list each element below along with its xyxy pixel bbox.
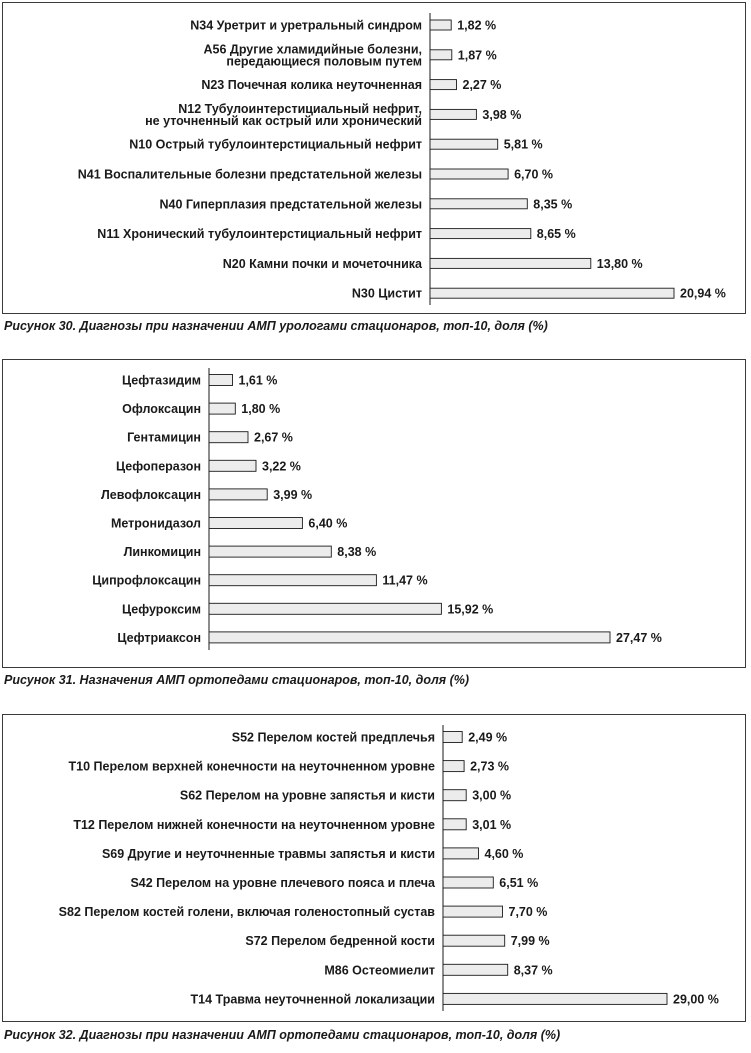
- chart-0-category-label-6: N40 Гиперплазия предстательной железы: [159, 197, 422, 212]
- chart-1-bar-8: [209, 603, 441, 614]
- chart-30-frame: [2, 2, 746, 314]
- chart-2-category-label-5: S42 Перелом на уровне плечевого пояса и плеча: [130, 876, 435, 890]
- chart-2-value-label-9: 29,00 %: [673, 992, 719, 1007]
- chart-0-bar-9: [430, 288, 674, 298]
- chart-0-bar-7: [430, 229, 531, 239]
- chart-2-value-label-6: 7,70 %: [508, 905, 548, 920]
- chart-2-category-label-0: S52 Перелом костей предплечья: [231, 730, 435, 745]
- chart-1-category-label-3: Цефоперазон: [116, 459, 201, 474]
- chart-1-bar-7: [209, 575, 376, 586]
- chart-0-category-label-7: N11 Хронический тубулоинтерстициальный нефрит: [97, 227, 422, 242]
- chart-0-bar-6: [430, 199, 527, 209]
- chart-0-bar-4: [430, 139, 498, 149]
- chart-2-bar-7: [443, 935, 505, 946]
- chart-0-category-label-2: N23 Почечная колика неуточненная: [201, 78, 422, 93]
- chart-1-value-label-1: 1,80 %: [241, 402, 281, 417]
- chart-0-bar-8: [430, 258, 591, 268]
- chart-1-category-label-4: Левофлоксацин: [101, 487, 201, 502]
- chart-2-bar-4: [443, 848, 479, 859]
- chart-2-bar-6: [443, 906, 503, 917]
- chart-2-bar-8: [443, 964, 508, 975]
- chart-1-bar-6: [209, 546, 331, 557]
- chart-0-category-label-0: N34 Уретрит и уретральный синдром: [190, 18, 422, 33]
- chart-2-value-label-5: 6,51 %: [499, 876, 539, 890]
- chart-1-value-label-2: 2,67 %: [254, 430, 293, 445]
- chart-1-value-label-3: 3,22 %: [262, 459, 301, 474]
- chart-2-category-label-4: S69 Другие и неуточненные травмы запястья и кисти: [101, 846, 435, 861]
- chart-32-frame: [2, 714, 746, 1022]
- chart-0-value-label-7: 8,65 %: [536, 227, 576, 242]
- chart-32-caption: Рисунок 32. Диагнозы при назначении АМП ортопедами стационаров, топ-10, доля (%): [4, 1028, 561, 1042]
- chart-1-category-label-2: Гентамицин: [127, 430, 201, 445]
- chart-2-bar-9: [443, 993, 667, 1004]
- chart-30-plot: [3, 3, 745, 313]
- chart-32-plot: [3, 715, 745, 1021]
- chart-2-category-label-6: S82 Перелом костей голени, включая голеностопный сустав: [58, 905, 435, 920]
- chart-2-value-label-1: 2,73 %: [470, 759, 510, 774]
- chart-0-category-label-1: A56 Другие хламидийные болезни, передающиеся половым путем: [203, 42, 422, 69]
- chart-1-category-label-9: Цефтриаксон: [117, 630, 201, 645]
- chart-0-category-label-5: N41 Воспалительные болезни предстательной железы: [77, 167, 422, 182]
- chart-1-category-label-1: Офлоксацин: [122, 402, 201, 417]
- chart-2-category-label-8: M86 Остеомиелит: [324, 963, 435, 978]
- chart-0-value-label-4: 5,81 %: [503, 137, 543, 152]
- chart-1-value-label-9: 27,47 %: [616, 630, 662, 645]
- chart-1-bar-2: [209, 432, 248, 443]
- chart-0-category-label-3: N12 Тубулоинтерстициальный нефрит, не уточненный как острый или хронический: [145, 101, 422, 128]
- chart-2-bar-0: [443, 732, 462, 743]
- chart-1-bar-1: [209, 403, 235, 414]
- chart-0-category-label-9: N30 Цистит: [351, 286, 422, 301]
- chart-1-category-label-7: Ципрофлоксацин: [92, 573, 201, 588]
- chart-1-bar-5: [209, 518, 302, 529]
- chart-1-category-label-6: Линкомицин: [123, 545, 201, 560]
- chart-2-category-label-3: T12 Перелом нижней конечности на неуточненном уровне: [73, 817, 435, 832]
- chart-2-value-label-0: 2,49 %: [468, 730, 508, 745]
- chart-0-bar-1: [430, 50, 452, 60]
- chart-0-bar-3: [430, 109, 476, 119]
- chart-1-value-label-0: 1,61 %: [238, 373, 278, 388]
- chart-0-category-label-8: N20 Камни почки и мочеточника: [222, 256, 422, 271]
- chart-0-value-label-1: 1,87 %: [457, 48, 497, 63]
- chart-1-bar-9: [209, 632, 610, 643]
- chart-2-bar-3: [443, 819, 466, 830]
- chart-2-value-label-2: 3,00 %: [472, 788, 512, 803]
- chart-2-bar-5: [443, 877, 493, 888]
- chart-0-bar-5: [430, 169, 508, 179]
- chart-1-value-label-4: 3,99 %: [273, 487, 313, 502]
- chart-0-value-label-8: 13,80 %: [596, 256, 643, 271]
- chart-2-category-label-7: S72 Перелом бедренной кости: [245, 934, 435, 949]
- chart-0-value-label-6: 8,35 %: [533, 197, 573, 212]
- chart-2-value-label-7: 7,99 %: [510, 934, 550, 949]
- chart-2-value-label-3: 3,01 %: [472, 817, 512, 832]
- chart-0-bar-2: [430, 80, 457, 90]
- chart-1-value-label-5: 6,40 %: [308, 516, 348, 531]
- chart-1-category-label-0: Цефтазидим: [122, 373, 201, 388]
- chart-1-value-label-7: 11,47 %: [382, 573, 428, 588]
- chart-0-value-label-0: 1,82 %: [457, 18, 497, 33]
- chart-2-category-label-9: T14 Травма неуточненной локализации: [190, 992, 435, 1007]
- chart-0-category-label-4: N10 Острый тубулоинтерстициальный нефрит: [129, 137, 422, 152]
- chart-2-bar-2: [443, 790, 466, 801]
- chart-2-category-label-1: T10 Перелом верхней конечности на неуточненном уровне: [68, 759, 435, 774]
- chart-1-value-label-6: 8,38 %: [337, 545, 377, 560]
- chart-1-bar-4: [209, 489, 267, 500]
- chart-0-bar-0: [430, 20, 451, 30]
- chart-30-caption: Рисунок 30. Диагнозы при назначении АМП урологами стационаров, топ-10, доля (%): [4, 319, 548, 333]
- chart-0-value-label-5: 6,70 %: [514, 167, 554, 182]
- chart-31-caption: Рисунок 31. Назначения АМП ортопедами стационаров, топ-10, доля (%): [4, 673, 470, 687]
- chart-31-plot: [3, 360, 745, 667]
- chart-31-frame: [2, 359, 746, 668]
- chart-1-value-label-8: 15,92 %: [447, 602, 494, 617]
- chart-2-value-label-8: 8,37 %: [513, 963, 553, 978]
- chart-0-value-label-2: 2,27 %: [462, 78, 502, 93]
- chart-0-value-label-3: 3,98 %: [482, 107, 522, 122]
- chart-1-bar-3: [209, 460, 256, 471]
- chart-0-value-label-9: 20,94 %: [680, 286, 726, 301]
- chart-2-value-label-4: 4,60 %: [484, 846, 524, 861]
- chart-2-bar-1: [443, 761, 464, 772]
- chart-2-category-label-2: S62 Перелом на уровне запястья и кисти: [179, 788, 435, 803]
- chart-1-category-label-8: Цефуроксим: [121, 602, 201, 617]
- chart-1-category-label-5: Метронидазол: [110, 516, 201, 531]
- chart-1-bar-0: [209, 375, 233, 386]
